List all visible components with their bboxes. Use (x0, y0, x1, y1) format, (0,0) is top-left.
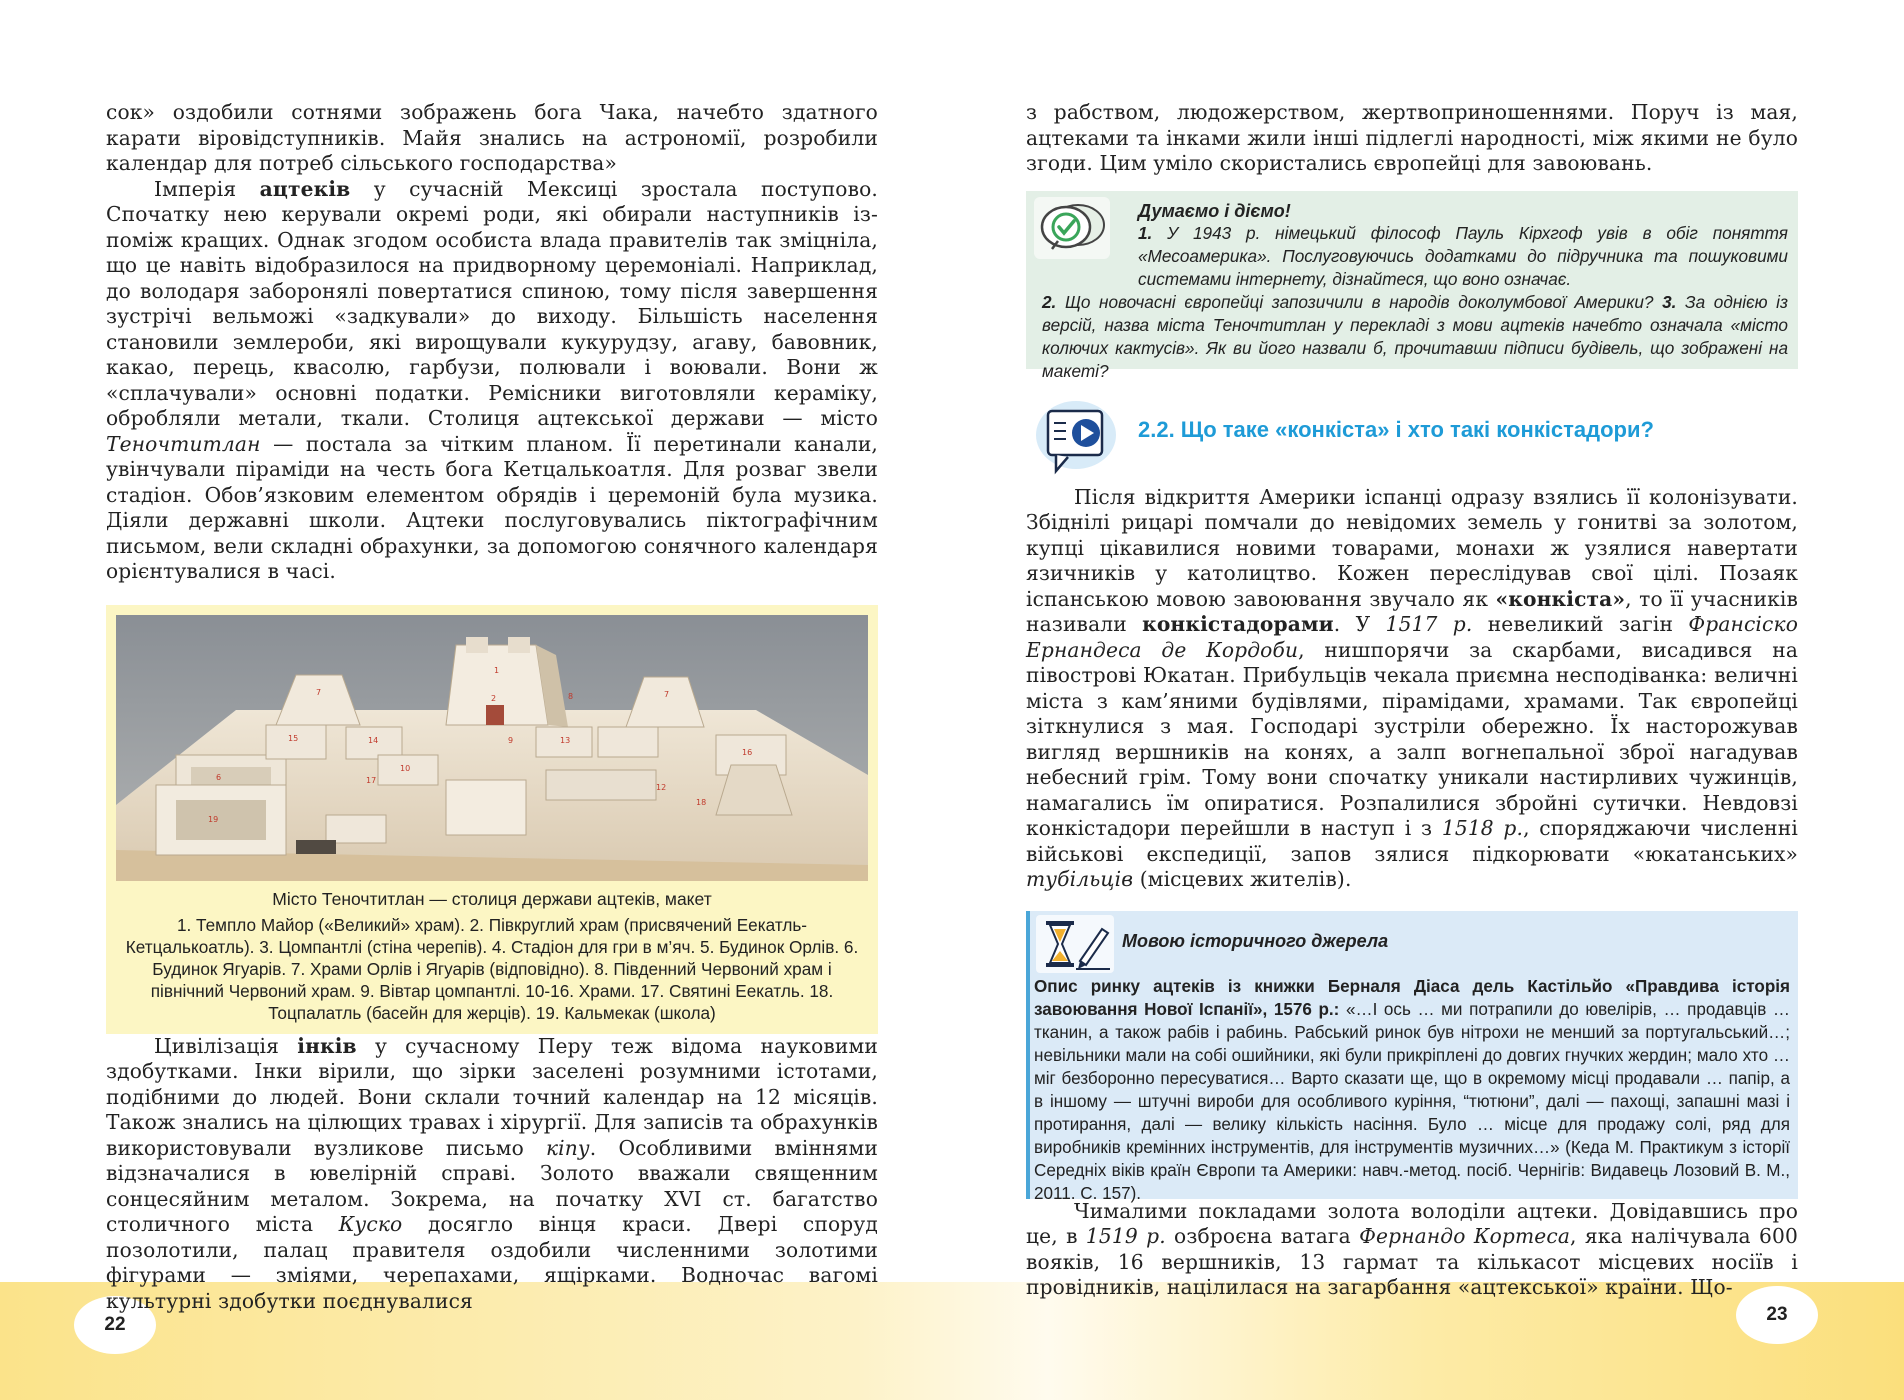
label-14: 14 (368, 735, 379, 745)
label-7a: 7 (316, 687, 322, 697)
paragraph-incas: Цивілізація інків у сучасному Перу теж відома науковими здобутками. Інки вірили, що зірки заселені розумними істотами, подібними до людей. Вони склали точний календар на 12 місяців. Також знались на цілющих травах і хірургії. Для записів та обрахунків використовували вузликове письмо кіпу. Особливими вміннями відзначалися в ювелірній справі. Золото вважали священним сонцесяйним металом. Зокрема, на початку XVI ст. багатство столичного міста Куско досягло вінця краси. Двері споруд позолотили, палац правителя оздобили численними золотими фігурами — зміями, черепахами, ящірками. Водночас вагомі культурні здобутки поєднувалися (106, 1033, 878, 1313)
section-title: 2.2. Що таке «конкіста» і хто такі конкістадори? (1138, 416, 1654, 442)
label-1: 1 (494, 665, 500, 675)
left-page (106, 100, 878, 1314)
paragraph-slavery: з рабством, людожерством, жертвоприношеннями. Поруч із мая, ацтеками та інками жили інші підлеглі народності, між якими не було згоди. Цим уміло скористались європейці для завоювань. (1026, 100, 1798, 175)
right-page (1026, 100, 1798, 1301)
label-10: 10 (400, 763, 411, 773)
label-7b: 7 (664, 689, 670, 699)
label-12: 12 (656, 782, 667, 792)
label-17: 17 (366, 775, 377, 785)
label-18: 18 (696, 797, 707, 807)
paragraph-maya-end: сок» оздобили сотнями зображень бога Чака, начебто здатного карати віровідступників. Майя знались на астрономії, розробили календар для потреб сільського господарства» (106, 100, 878, 175)
tenochtitlan-model-image (116, 615, 868, 881)
page-number-left: 22 (74, 1296, 156, 1354)
paragraph-cortes: Чималими покладами золота володіли ацтеки. Довідавшись про це, в 1519 р. озброєна ватага Фернандо Кортеса, яка налічувала 600 вояків, 16 вершників, 13 гармат та кількасот місцевих носіїв і провідників, націлилася на загарбання «ацтекської» країни. Що- (1026, 1198, 1798, 1299)
paragraph-aztecs: Імперія ацтеків у сучасній Мексиці зростала поступово. Спочатку нею керували окремі роди, які обирали наступників із-поміж кращих. Однак згодом особиста влада правителів так зміцніла, що це навіть відобразилося на придворному церемоніалі. Наприклад, до володаря заборонялі повертатися спиною, тому після завершення зустрічі вельможі «задкували» до виходу. Більшість населення становили землероби, які вирощували кукурудзу, агаву, бавовник, какао, перець, квасолю, гарбузи, полювали і воювали. Вони ж «сплачували» основні податки. Ремісники виготовляли кераміку, обробляли метали, ткали. Столиця ацтекської держави — місто Теночтитлан — постала за чітким планом. Її перетинали канали, увінчували піраміди на честь бога Кетцалькоатля. Для розваг звели стадіон. Обов’язковим елементом обрядів і церемоній була музика. Діяли державні школи. Ацтеки послуговувались піктографічним письмом, вели складні обрахунки, за допомогою сонячного календаря орієнтувалися в часі. (106, 176, 878, 583)
historical-source-box (1026, 911, 1798, 1203)
label-6: 6 (216, 772, 222, 782)
source-box-text: Опис ринку ацтеків із книжки Берналя Діаса дель Кастільйо «Правдива історія завоювання Нової Іспанії», 1576 р.: «…І ось … ми потрапили до ювелірів, … продавців … тканин, а також рабів і рабинь. Рабський ринок був нітрохи не менший за португальський…; невільники мали на собі ошийники, які були прикріплені до довгих гнучких жердин; мало хто … міг безборонно пересуватися… Варто сказати ще, що в окремому місці продавали … папір, а в іншому — штучні вироби для особливого куріння, “тютюни”, далі — пахощі, запашні мазі і протирання, далі — велику кількість насіння. Було … місце для продажу солі, ряд для виробників кремінних інструментів, для інструментів музичних…» (Кеда М. Практикум з історії Середніх віків країн Європи та Америки: навч.-метод. посіб. Чернігів: Видавець Лозовий В. М., 2011. С. 157). (1034, 976, 1790, 1203)
label-15: 15 (288, 733, 299, 743)
figure-caption-legend: 1. Темпло Майор («Великий» храм). 2. Півкруглий храм (присвячений Еекатль-Кетцалькоатль). 3. Цомпантлі (стіна черепів). 4. Стадіон для гри в м’яч. 5. Будинок Орлів. 6. Будинок Ягуарів. 7. Храми Орлів і Ягуарів (відповідно). 8. Південний Червоний храм і північний Червоний храм. 9. Вівтар цомпантлі. 10-16. Храми. 17. Святині Еекатль. 18. Тоцпалатль (басейн для жерців). 19. Кальмекак (школа) (125, 914, 859, 1023)
page-number-right: 23 (1736, 1286, 1818, 1344)
think-and-act-box (1026, 191, 1798, 381)
label-9: 9 (508, 735, 514, 745)
paragraph-conquista: Після відкриття Америки іспанці одразу взялись її колонізувати. Збіднілі рицарі помчали до невідомих земель у гонитві за золотом, купці цікавилися новими товарами, монахи ж узялися навертати язичників у католицтво. Кожен переслідував свої цілі. Позаяк іспанською мовою завоювання звучало як «конкіста», то її учасників називали конкістадорами. У 1517 р. невеликий загін Франсіско Ернандеса де Кордоби, нишпорячи за скарбами, висадився на півострові Юкатан. Прибульців чекала приємна несподіванка: величні міста з кам’яними будівлями, пірамідами, храмами. Так європейці зіткнулися з мая. Господарі зустріли обережно. Їх насторожував вигляд вершників на конях, а залп вогнепальної зброї нагадував небесний грім. Тому вони спочатку уникали настирливих чужинців, намагались їм опиратися. Розпалилися збройні сутички. Невдовзі конкістадори перейшли в наступ і з 1518 р., споряджаючи численні військові експедиції, запов зялися підкорювати «юкатанських» тубільців (місцевих жителів). (1026, 484, 1799, 891)
think-box-text: 1. У 1943 р. німецький філософ Пауль Кірхгоф увів в обіг поняття «Месоамерика». Послуговуючись додатками до підручника та пошуковими системами інтернету, дізнайтеся, що воно означає. 2. Що новочасні європейці запозичили в народів доколумбової Америки? 3. За однією із версій, назва міста Теночтитлан у перекладі з мови ацтеків начебто означала «місто колючих кактусів». Як ви його назвали б, прочитавши підписи будівель, що зображені на макеті? (1042, 222, 1788, 381)
label-8: 8 (568, 691, 574, 701)
label-2: 2 (491, 693, 497, 703)
think-box-title: Думаємо і діємо! (1138, 200, 1291, 221)
video-play-icon (1032, 397, 1118, 479)
label-13: 13 (560, 735, 571, 745)
section-heading (1026, 397, 1798, 485)
figure-tenochtitlan (106, 605, 878, 1034)
label-19: 19 (208, 814, 219, 824)
checkmark-chat-icon (1034, 197, 1110, 259)
source-box-title: Мовою історичного джерела (1122, 930, 1389, 951)
hourglass-pen-icon (1036, 915, 1114, 973)
label-16: 16 (742, 747, 753, 757)
figure-caption-title: Місто Теночтитлан — столиця держави ацтеків, макет (272, 888, 712, 909)
